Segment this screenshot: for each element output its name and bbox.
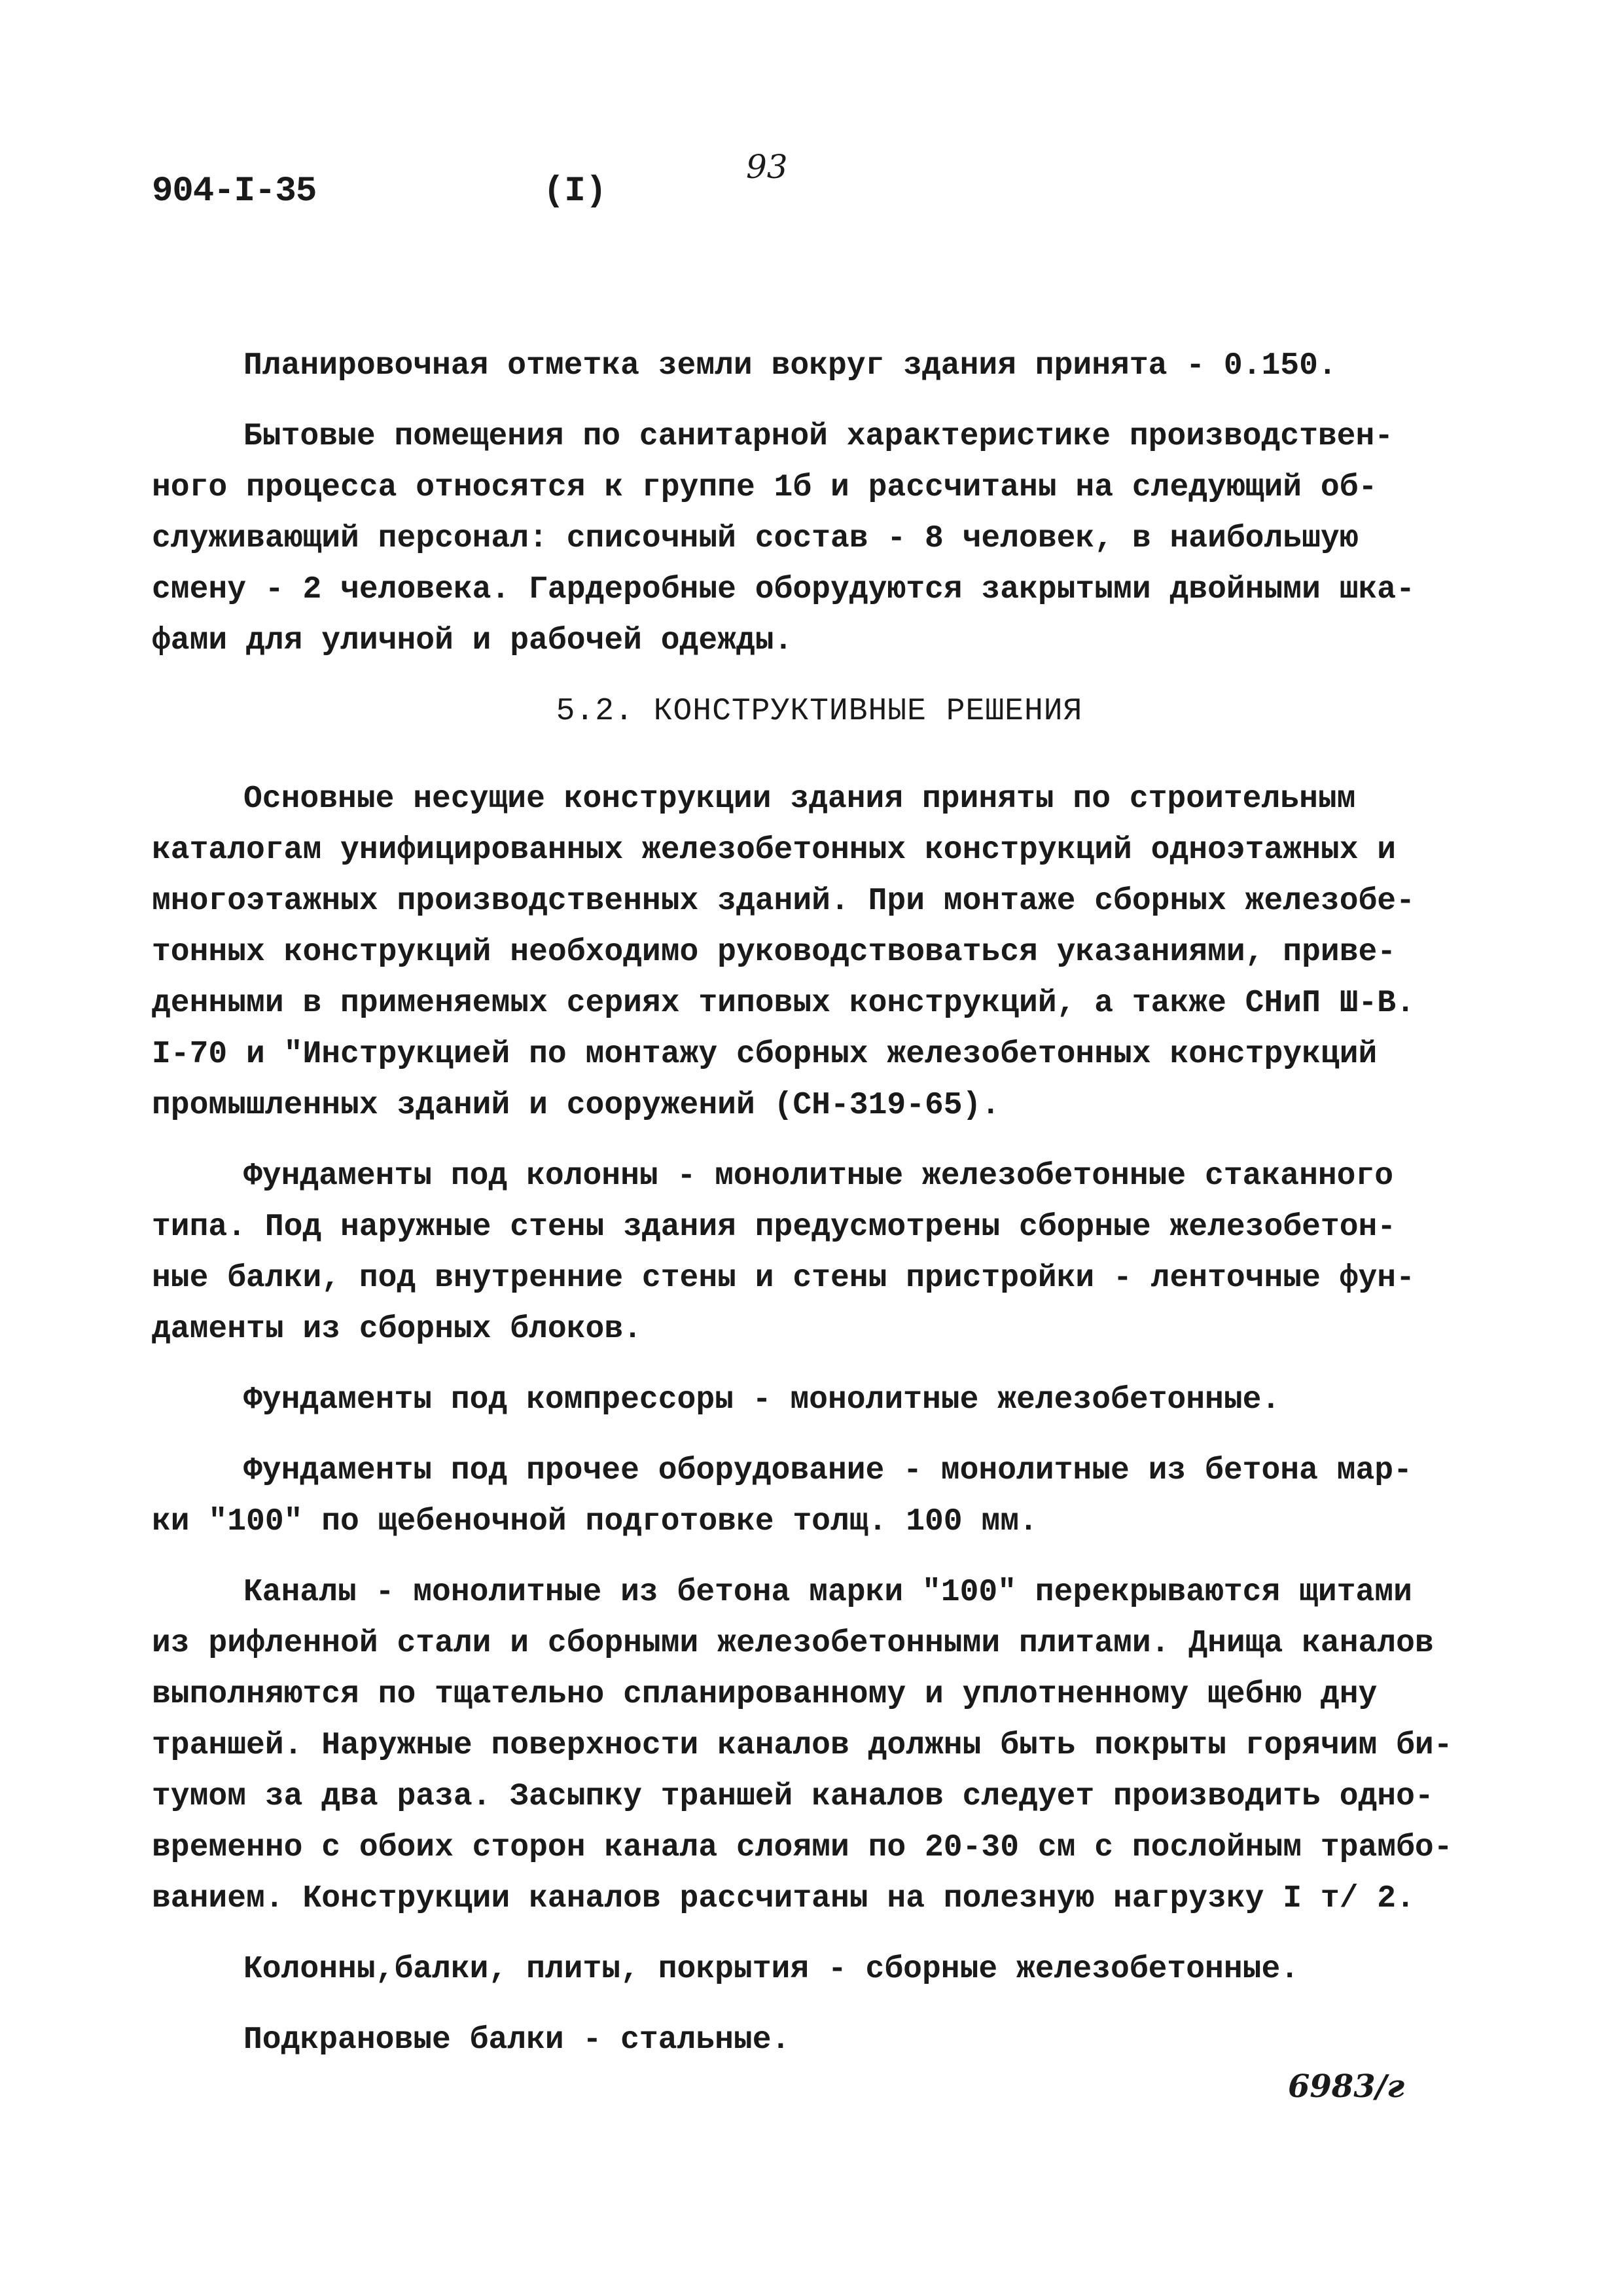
paragraph-columns-beams — [152, 1944, 1487, 1995]
text-line: Фундаменты под прочее оборудование - монолитные из бетона мар- — [243, 1453, 1412, 1488]
text-line: денными в применяемых сериях типовых конструкций, а также СНиП Ш-В. — [152, 986, 1415, 1021]
text-line: I-70 и "Инструкцией по монтажу сборных железобетонных конструкций — [152, 1037, 1378, 1072]
text-line: Каналы - монолитные из бетона марки "100" перекрываются щитами — [243, 1575, 1412, 1610]
body-text — [152, 340, 1487, 2085]
paragraph-ground-level — [152, 340, 1487, 391]
section-heading: 5.2. КОНСТРУКТИВНЫЕ РЕШЕНИЯ — [556, 694, 1083, 729]
text-line: из рифленной стали и сборными железобетонными плитами. Днища каналов — [152, 1626, 1434, 1661]
paragraph-compressor-foundations — [152, 1374, 1487, 1426]
text-line: промышленных зданий и сооружений (СН-319-65). — [152, 1088, 1001, 1123]
text-line: Фундаменты под компрессоры - монолитные железобетонные. — [243, 1382, 1281, 1418]
document-code: 904-I-35 — [152, 171, 317, 211]
text-line: временно с обоих сторон канала слоями по 20-30 см с послойным трамбо- — [152, 1830, 1453, 1865]
text-line: типа. Под наружные стены здания предусмотрены сборные железобетон- — [152, 1210, 1397, 1245]
text-line: каталогам унифицированных железобетонных конструкций одноэтажных и — [152, 833, 1397, 868]
paragraph-equipment-foundations — [152, 1445, 1487, 1547]
text-line: даменты из сборных блоков. — [152, 1312, 642, 1347]
paragraph-channels — [152, 1567, 1487, 1924]
text-line: служивающий персонал: списочный состав - 8 человек, в наибольшую — [152, 521, 1359, 556]
text-line: тонных конструкций необходимо руководствоваться указаниями, приве- — [152, 935, 1397, 970]
text-line: выполняются по тщательно спланированному и уплотненному щебню дну — [152, 1677, 1378, 1712]
document-part: (I) — [543, 171, 607, 211]
paragraph-column-foundations — [152, 1151, 1487, 1355]
text-line: Колонны,балки, плиты, покрытия - сборные железобетонные. — [243, 1952, 1300, 1987]
text-line: Планировочная отметка земли вокруг здания принята - 0.150. — [243, 348, 1337, 384]
text-line: ные балки, под внутренние стены и стены пристройки - ленточные фун- — [152, 1261, 1415, 1296]
text-line: Бытовые помещения по санитарной характеристике производствен- — [243, 419, 1394, 454]
text-line: Подкрановые балки - стальные. — [243, 2022, 791, 2058]
paragraph-main-structures — [152, 774, 1487, 1131]
text-line: Фундаменты под колонны - монолитные железобетонные стаканного — [243, 1158, 1394, 1194]
page-number: 93 — [746, 148, 788, 186]
text-line: многоэтажных производственных зданий. При монтаже сборных железобе- — [152, 884, 1415, 919]
paragraph-household-rooms — [152, 411, 1487, 666]
text-line: ванием. Конструкции каналов рассчитаны на полезную нагрузку I т/ 2. — [152, 1881, 1415, 1916]
text-line: Основные несущие конструкции здания приняты по строительным — [243, 781, 1356, 817]
paragraph-crane-beams — [152, 2015, 1487, 2066]
handwritten-mark: 6983/г — [1288, 2068, 1405, 2105]
text-line: тумом за два раза. Засыпку траншей каналов следует производить одно- — [152, 1779, 1434, 1814]
text-line: фами для уличной и рабочей одежды. — [152, 623, 793, 658]
text-line: ного процесса относятся к группе 1б и рассчитаны на следующий об- — [152, 470, 1378, 505]
text-line: смену - 2 человека. Гардеробные оборудуются закрытыми двойными шка- — [152, 572, 1415, 607]
text-line: траншей. Наружные поверхности каналов должны быть покрыты горячим би- — [152, 1728, 1453, 1763]
text-line: ки "100" по щебеночной подготовке толщ. 100 мм. — [152, 1504, 1038, 1539]
